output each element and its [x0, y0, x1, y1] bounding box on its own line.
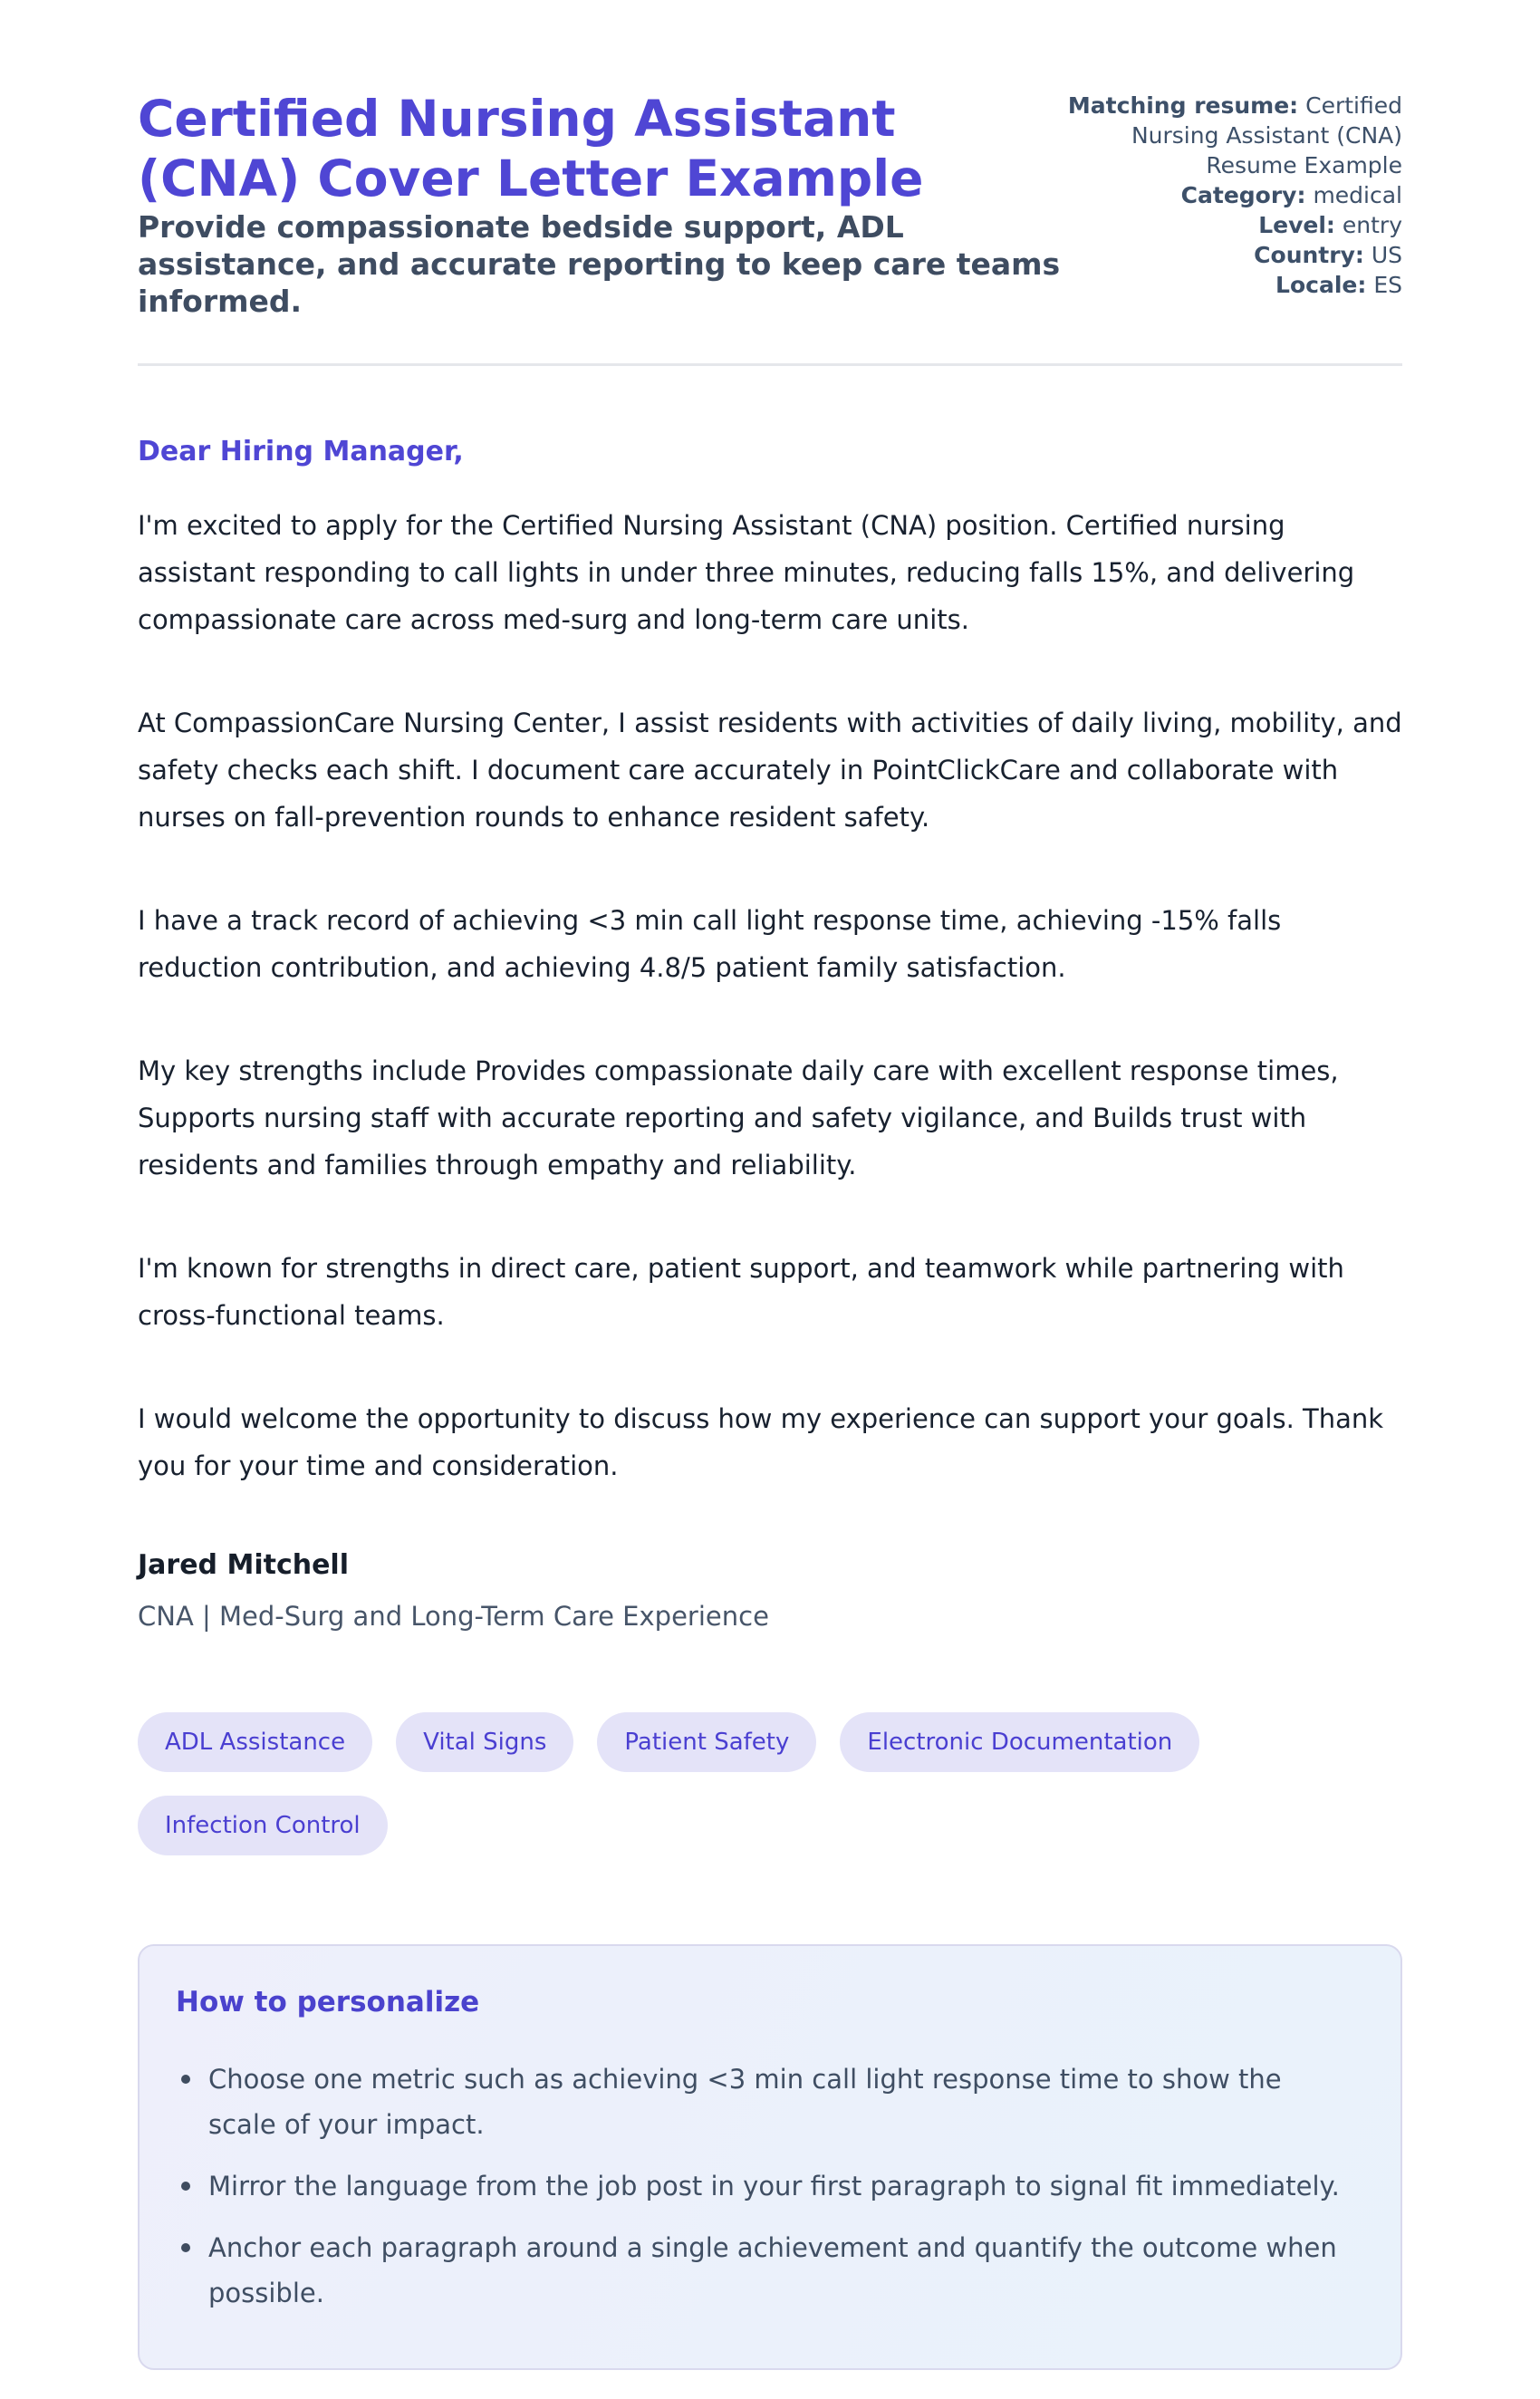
personalize-list: [176, 2057, 1357, 2316]
personalize-bullet: [176, 2225, 1357, 2316]
meta-item-matching-resume: [1062, 91, 1402, 180]
personalize-title: How to personalize: [176, 1986, 480, 2018]
personalize-bullet: [176, 2163, 1357, 2209]
tag-chip-infection-control: Infection Control: [138, 1796, 388, 1855]
page-title: Certified Nursing Assistant (CNA) Cover Letter Example: [138, 90, 924, 207]
header-left: [138, 89, 1062, 320]
letter-paragraph: I'm known for strengths in direct care, patient support, and teamwork while partnering with cross-functional teams.: [138, 1253, 1344, 1331]
bullet-dot-icon: [181, 2182, 190, 2191]
meta-value: entry: [1342, 212, 1402, 238]
meta-item-country: [1062, 240, 1402, 270]
resume-meta: [1062, 89, 1402, 300]
meta-label: Category:: [1180, 182, 1306, 208]
letter-paragraph: I would welcome the opportunity to discuss how my experience can support your goals. Thank you for your time and consideration.: [138, 1403, 1384, 1481]
letter-paragraph: I'm excited to apply for the Certified Nursing Assistant (CNA) position. Certified nursing assistant responding to call lights in under three minutes, reducing falls 15%, and delivering compassionate care across med-surg and long-term care units.: [138, 510, 1355, 635]
meta-value: medical: [1313, 182, 1402, 208]
letter-paragraph: My key strengths include Provides compassionate daily care with excellent response times, Supports nursing staff with accurate reporting and safety vigilance, and Builds trust with residents and families through empathy and reliability.: [138, 1055, 1339, 1180]
personalize-bullet-text: Mirror the language from the job post in your first paragraph to signal fit immediately.: [208, 2171, 1340, 2201]
personalize-bullet: [176, 2057, 1357, 2147]
bullet-dot-icon: [181, 2075, 190, 2084]
tag-chip-electronic-documentation: Electronic Documentation: [840, 1712, 1199, 1772]
tag-chip-vital-signs: Vital Signs: [396, 1712, 573, 1772]
meta-value: ES: [1373, 272, 1402, 298]
header: [138, 89, 1402, 320]
signature-name: Jared Mitchell: [138, 1549, 349, 1581]
meta-value: Certified Nursing Assistant (CNA) Resume Example: [1131, 92, 1402, 178]
greeting: Dear Hiring Manager,: [138, 436, 464, 467]
meta-item-locale: [1062, 270, 1402, 300]
meta-label: Country:: [1254, 242, 1364, 268]
header-divider: [138, 363, 1402, 366]
personalize-bullet-text: Choose one metric such as achieving <3 min call light response time to show the scale of your impact.: [208, 2064, 1282, 2140]
tag-chip-patient-safety: Patient Safety: [597, 1712, 816, 1772]
meta-item-category: [1062, 180, 1402, 210]
meta-label: Level:: [1258, 212, 1335, 238]
skill-tags: [138, 1712, 1402, 1855]
meta-label: Locale:: [1275, 272, 1367, 298]
letter-paragraph: At CompassionCare Nursing Center, I assist residents with activities of daily living, mobility, and safety checks each shift. I document care accurately in PointClickCare and collaborate with nurses on fall-prevention rounds to enhance resident safety.: [138, 708, 1402, 833]
signature-title: CNA | Med-Surg and Long-Term Care Experience: [138, 1601, 769, 1632]
tag-chip-adl-assistance: ADL Assistance: [138, 1712, 372, 1772]
bullet-dot-icon: [181, 2243, 190, 2252]
meta-item-level: [1062, 210, 1402, 240]
personalize-bullet-text: Anchor each paragraph around a single achievement and quantify the outcome when possible.: [208, 2232, 1337, 2308]
letter-paragraph: I have a track record of achieving <3 min call light response time, achieving -15% falls reduction contribution, and achieving 4.8/5 patient family satisfaction.: [138, 905, 1282, 983]
letter-body: [138, 433, 1402, 1634]
personalize-card: [138, 1944, 1402, 2370]
meta-label: Matching resume:: [1067, 92, 1299, 119]
page-subtitle: Provide compassionate bedside support, ADL assistance, and accurate reporting to keep care teams informed.: [138, 209, 1061, 319]
meta-value: US: [1371, 242, 1402, 268]
